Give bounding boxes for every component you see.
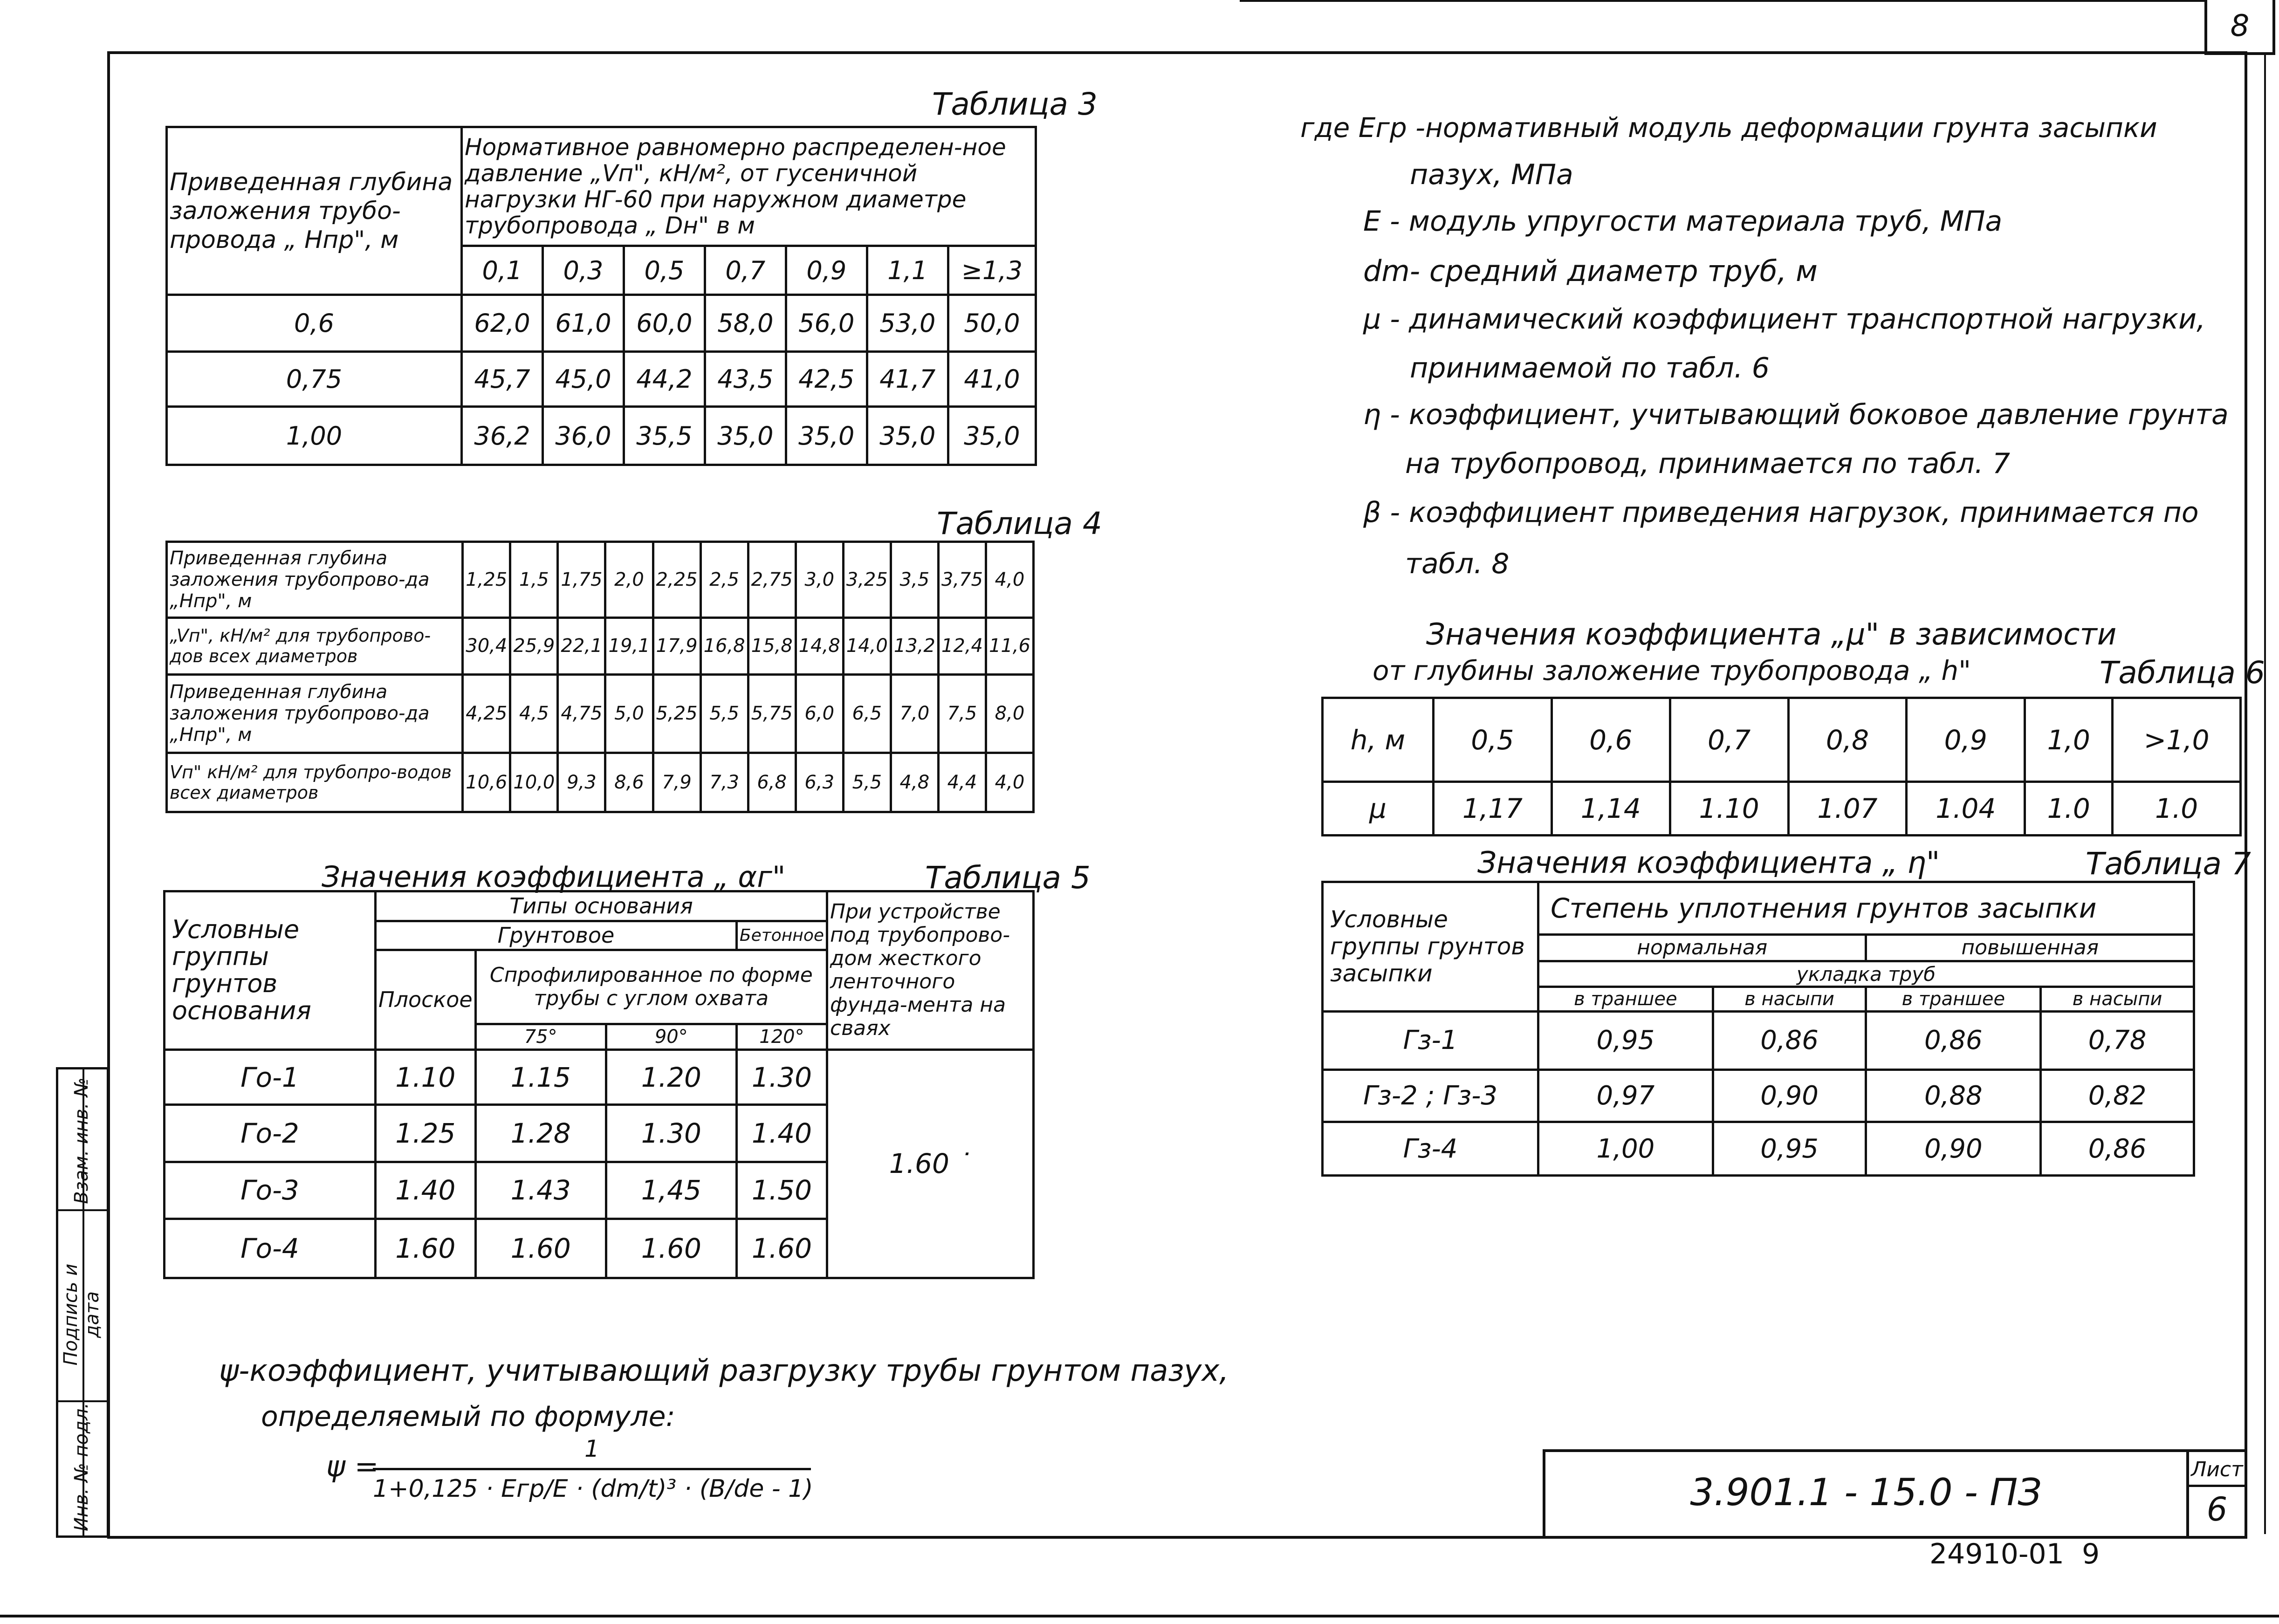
table6-mu: 1.07 [1788,782,1907,836]
table7 [1321,881,2195,1177]
definition-dm: dm- средний диаметр труб, м [1363,254,1818,288]
table3-diameter: 0,9 [786,246,867,295]
table4-cell: 7,0 [891,674,938,753]
table5-group: Го-1 [165,1049,376,1105]
table6-row2-label: μ [1323,782,1434,836]
table4-cell: 2,0 [605,542,653,618]
table5-cell: 1.40 [736,1105,827,1162]
table7-group: Гз-4 [1323,1122,1538,1176]
table4-cell: 1,75 [558,542,605,618]
table5-cell: 1.25 [376,1105,476,1162]
table7-subhead: в насыпи [2041,987,2194,1011]
table7-cell: 0,95 [1538,1011,1713,1069]
sheet-number-top: 8 [2230,9,2250,43]
definition-beta: β - коэффициент приведения нагрузок, принимается по [1363,496,2199,529]
definition-beta-cont: табл. 8 [1405,548,1510,580]
table5-cell: 1.60 [376,1219,476,1278]
table4-cell: 1,5 [510,542,558,618]
table6-mu: 1,14 [1551,782,1670,836]
table4-cell: 19,1 [605,617,653,674]
definition-mu-cont: принимаемой по табл. 6 [1410,352,1770,384]
table3-cell: 45,0 [542,352,624,407]
table7-cell: 0,88 [1866,1069,2041,1122]
table4-cell: 22,1 [558,617,605,674]
table3-cell: 53,0 [867,295,948,352]
table4-cell: 3,25 [843,542,891,618]
table3-cell: 61,0 [542,295,624,352]
table3-depth: 1,00 [167,407,462,465]
table3-diameter: ≥1,3 [948,246,1036,295]
table4-cell: 6,8 [748,753,796,812]
table4-label: Таблица 4 [937,506,1102,541]
table5-cell: 1.60 [475,1219,606,1278]
psi-fraction-bar [373,1468,811,1470]
table4-cell: 8,0 [986,674,1033,753]
table4-cell: 5,5 [843,753,891,812]
table4-cell: 15,8 [748,617,796,674]
table7-cell: 1,00 [1538,1122,1713,1176]
table5-profiled-header: Спрофилированное по форме трубы с углом охвата [475,950,827,1024]
table7-cell: 0,86 [1866,1011,2041,1069]
table7-group: Гз-2 ; Гз-3 [1323,1069,1538,1122]
table6-row1-label: h, м [1323,698,1434,782]
sheet-number: 6 [2206,1490,2228,1528]
table6-mu: 1,17 [1434,782,1552,836]
table5-group: Го-2 [165,1105,376,1162]
table5-cell: 1.10 [376,1049,476,1105]
table3-cell: 41,7 [867,352,948,407]
table3-cell: 50,0 [948,295,1036,352]
table7-label: Таблица 7 [2086,846,2251,882]
table7-degree-header: Степень уплотнения грунтов засыпки [1538,882,2194,935]
table7-groups-header: Условные группы грунтов засыпки [1323,882,1538,1012]
table5-angle: 120° [736,1024,827,1049]
table3-cell: 44,2 [624,352,705,407]
document-code: 3.901.1 - 15.0 - ПЗ [1690,1471,2042,1514]
table7-cell: 0,86 [2041,1122,2194,1176]
table6-label: Таблица 6 [2100,655,2265,691]
side-stamp [56,1067,109,1538]
table6-mu: 1.04 [1907,782,2025,836]
table4-cell: 4,25 [463,674,510,753]
table4-cell: 8,6 [605,753,653,812]
table3 [165,126,1037,466]
table4-cell: 6,3 [796,753,843,812]
table3-depth: 0,6 [167,295,462,352]
table5-angle: 90° [606,1024,736,1049]
definition-mu: μ - динамический коэффициент транспортной нагрузки, [1363,303,2206,336]
table5-group: Го-4 [165,1219,376,1278]
bottom-edge-line [0,1615,2279,1617]
table3-label: Таблица 3 [932,86,1098,122]
table3-depth-header: Приведенная глубина заложения трубо-провода „ Нпр", м [167,127,462,295]
table3-cell: 35,0 [948,407,1036,465]
table4-cell: 2,75 [748,542,796,618]
table3-cell: 35,0 [705,407,786,465]
table4-cell: 7,9 [653,753,700,812]
table4-cell: 5,25 [653,674,700,753]
definition-egr-cont: пазух, МПа [1410,158,1573,191]
psi-definition: ψ-коэффициент, учитывающий разгрузку трубы грунтом пазух, [219,1354,1229,1388]
table3-cell: 41,0 [948,352,1036,407]
table4-cell: 5,75 [748,674,796,753]
table4-cell: 3,5 [891,542,938,618]
table3-cell: 58,0 [705,295,786,352]
table5 [163,890,1035,1279]
table4-cell: 17,9 [653,617,700,674]
psi-formula-lhs: ψ = [326,1449,379,1483]
definition-egr: где Eгр -нормативный модуль деформации грунта засыпки [1300,112,2157,144]
table6-h: 0,9 [1907,698,2025,782]
table4-cell: 4,0 [986,542,1033,618]
table4-row-label: Приведенная глубина заложения трубопрово-да „Нпр", м [167,542,463,618]
table7-cell: 0,86 [1713,1011,1866,1069]
side-label-inventory: Инв. № подл. [71,1403,92,1531]
table4-cell: 10,6 [463,753,510,812]
table4-row-label: Vп" кН/м² для трубопро-водов всех диаметров [167,753,463,812]
table5-cell: 1.30 [736,1049,827,1105]
table4-cell: 2,25 [653,542,700,618]
table6-h: 0,8 [1788,698,1907,782]
side-label-replace: Взам. инв. № [71,1077,92,1204]
table3-cell: 36,2 [462,407,543,465]
table4-cell: 5,0 [605,674,653,753]
table6-mu: 1.0 [2113,782,2241,836]
table7-group: Гз-1 [1323,1011,1538,1069]
table5-cell: 1.15 [475,1049,606,1105]
table3-diameter: 0,3 [542,246,624,295]
table4 [165,541,1035,813]
table4-cell: 5,5 [700,674,748,753]
table5-cell: 1.20 [606,1049,736,1105]
table6-h: 0,5 [1434,698,1552,782]
table6-h: 1,0 [2025,698,2113,782]
table7-cell: 0,90 [1713,1069,1866,1122]
table7-laying-header: укладка труб [1538,961,2194,987]
table7-cell: 0,90 [1866,1122,2041,1176]
table4-cell: 4,5 [510,674,558,753]
table3-cell: 56,0 [786,295,867,352]
table7-subhead: в насыпи [1713,987,1866,1011]
table5-soil-header: Грунтовое [376,921,737,950]
table5-piles-header: При устройстве под трубопрово-дом жесткого ленточного фунда-мента на сваях [827,891,1034,1050]
table7-cell: 0,82 [2041,1069,2194,1122]
table7-cell: 0,97 [1538,1069,1713,1122]
psi-numerator: 1 [584,1435,599,1462]
table3-cell: 35,5 [624,407,705,465]
table4-cell: 1,25 [463,542,510,618]
table5-angle: 75° [475,1024,606,1049]
sheet-number-box [2204,0,2275,55]
table4-cell: 9,3 [558,753,605,812]
table3-cell: 43,5 [705,352,786,407]
table4-cell: 3,75 [938,542,986,618]
table3-diameter: 0,7 [705,246,786,295]
table3-depth: 0,75 [167,352,462,407]
sheet-label: Лист [2191,1458,2243,1481]
table7-subhead: в траншее [1538,987,1713,1011]
inventory-number: 24910-01 9 [1929,1538,2100,1570]
table4-cell: 10,0 [510,753,558,812]
table3-cell: 62,0 [462,295,543,352]
table5-caption: Значения коэффициента „ αг" [322,860,786,894]
definition-eta-cont: на трубопровод, принимается по табл. 7 [1405,447,2011,480]
table4-cell: 2,5 [700,542,748,618]
psi-denominator: 1+0,125 · Eгр/E · (dm/t)³ · (B/de - 1) [373,1475,813,1503]
table5-concrete-header: Бетонное [736,921,827,950]
table5-group: Го-3 [165,1162,376,1219]
table3-cell: 42,5 [786,352,867,407]
table3-cell: 35,0 [786,407,867,465]
table4-cell: 4,0 [986,753,1033,812]
table4-row-label: „Vп", кН/м² для трубопрово-дов всех диаметров [167,617,463,674]
table6-mu: 1.0 [2025,782,2113,836]
table7-normal-header: нормальная [1538,934,1866,961]
table7-subhead: в траншее [1866,987,2041,1011]
table3-diameter: 0,1 [462,246,543,295]
table4-cell: 14,8 [796,617,843,674]
right-border-line [2264,52,2266,1534]
table5-piles-value: 1.60 ˙ [827,1049,1034,1278]
table3-diameter: 1,1 [867,246,948,295]
table6 [1321,697,2242,836]
table5-label: Таблица 5 [925,860,1091,896]
table3-cell: 45,7 [462,352,543,407]
table6-caption-line2: от глубины заложение трубопровода „ h" [1373,655,1971,686]
table4-cell: 16,8 [700,617,748,674]
table7-caption: Значения коэффициента „ η" [1477,846,1940,880]
table5-cell: 1,45 [606,1162,736,1219]
table3-cell: 35,0 [867,407,948,465]
table7-cell: 0,78 [2041,1011,2194,1069]
table4-cell: 4,8 [891,753,938,812]
table4-cell: 7,5 [938,674,986,753]
table5-cell: 1.60 [606,1219,736,1278]
table3-diameter: 0,5 [624,246,705,295]
table4-cell: 3,0 [796,542,843,618]
table4-cell: 30,4 [463,617,510,674]
table3-cell: 60,0 [624,295,705,352]
table5-types-header: Типы основания [376,891,827,921]
table4-cell: 6,5 [843,674,891,753]
table6-h: 0,7 [1670,698,1788,782]
table4-cell: 4,75 [558,674,605,753]
table6-h: >1,0 [2113,698,2241,782]
table5-cell: 1.28 [475,1105,606,1162]
table5-cell: 1.60 [736,1219,827,1278]
table5-flat-header: Плоское [376,950,476,1049]
table7-high-header: повышенная [1866,934,2194,961]
table7-cell: 0,95 [1713,1122,1866,1176]
psi-formula-intro: определяемый по формуле: [261,1400,675,1433]
table5-cell: 1.43 [475,1162,606,1219]
table4-row-label: Приведенная глубина заложения трубопрово-да „Нпр", м [167,674,463,753]
table5-cell: 1.50 [736,1162,827,1219]
table4-cell: 4,4 [938,753,986,812]
table4-cell: 25,9 [510,617,558,674]
table4-cell: 7,3 [700,753,748,812]
table6-h: 0,6 [1551,698,1670,782]
table4-cell: 11,6 [986,617,1033,674]
table6-mu: 1.10 [1670,782,1788,836]
table4-cell: 14,0 [843,617,891,674]
table5-groups-header: Условные группы грунтов основания [165,891,376,1050]
table5-cell: 1.30 [606,1105,736,1162]
table6-caption-line1: Значения коэффициента „μ" в зависимости [1426,617,2117,652]
side-label-signature: Подпись и дата [60,1263,103,1366]
title-stamp [1543,1449,2245,1536]
table5-cell: 1.40 [376,1162,476,1219]
table4-cell: 12,4 [938,617,986,674]
table3-cell: 36,0 [542,407,624,465]
definition-eta: η - коэффициент, учитывающий боковое давление грунта [1363,398,2229,431]
table4-cell: 13,2 [891,617,938,674]
definition-e: E - модуль упругости материала труб, МПа [1363,205,2003,238]
table4-cell: 6,0 [796,674,843,753]
top-edge-line [1240,0,2204,2]
table3-pressure-header: Нормативное равномерно распределен-ное давление „Vп", кН/м², от гусеничной нагрузки НГ-60 при наружном диаметре трубопровода „ Dн" в м [462,127,1036,246]
